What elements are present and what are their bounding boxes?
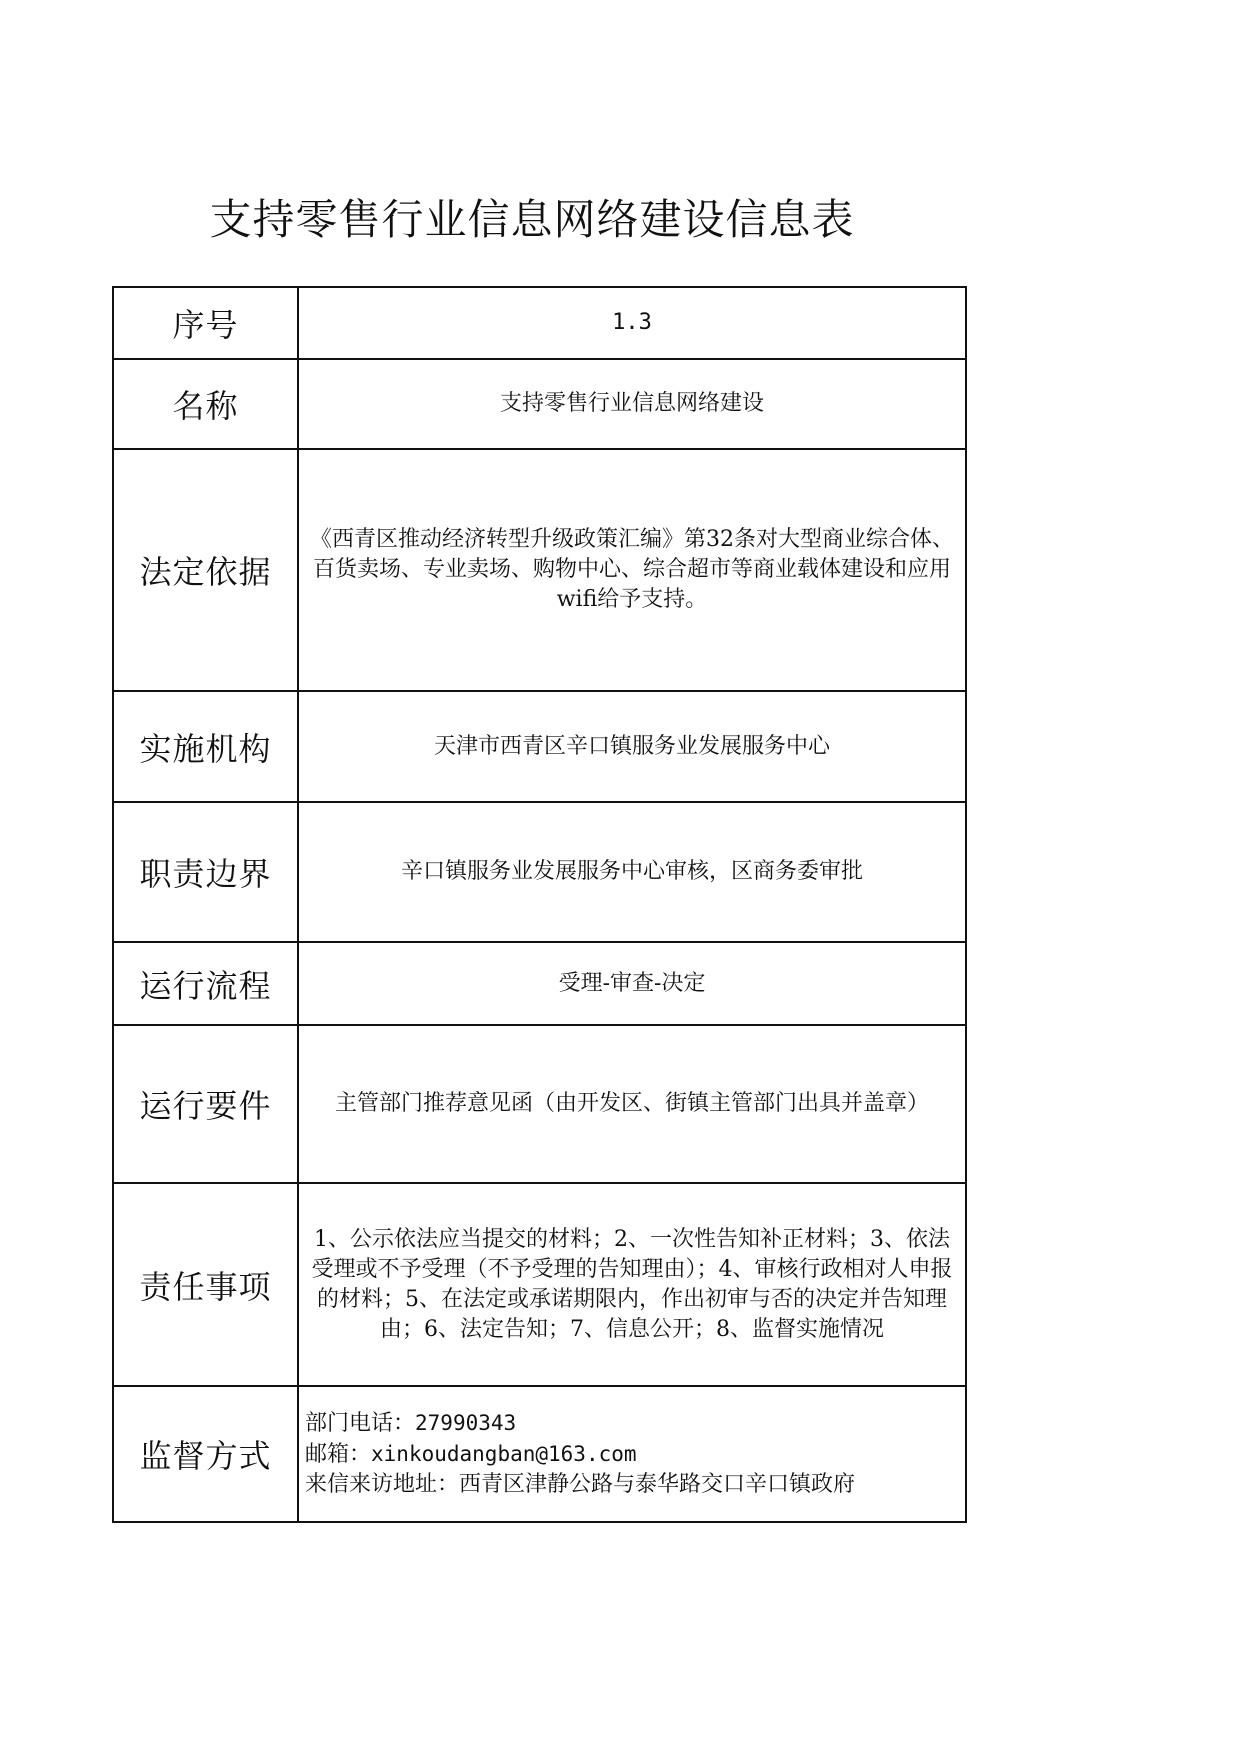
legal-basis-value: 《西青区推动经济转型升级政策汇编》第32条对大型商业综合体、百货卖场、专业卖场、购物中心、综合超市等商业载体建设和应用wifi给予支持。	[298, 449, 966, 691]
duties-value: 1、公示依法应当提交的材料；2、一次性告知补正材料；3、依法受理或不予受理（不予受理的告知理由）；4、审核行政相对人申报的材料；5、在法定或承诺期限内，作出初审与否的决定并告知理由；6、法定告知；7、信息公开；8、监督实施情况	[298, 1183, 966, 1386]
supervision-phone-line	[305, 1408, 959, 1439]
name-value: 支持零售行业信息网络建设	[298, 359, 966, 449]
table-row-duties	[113, 1183, 966, 1386]
table-row-supervision	[113, 1386, 966, 1522]
requirements-value: 主管部门推荐意见函（由开发区、街镇主管部门出具并盖章）	[298, 1025, 966, 1183]
table-row-responsibility-boundary	[113, 802, 966, 942]
legal-basis-label: 法定依据	[113, 449, 298, 691]
agency-label: 实施机构	[113, 691, 298, 802]
requirements-label: 运行要件	[113, 1025, 298, 1183]
table-row-name	[113, 359, 966, 449]
supervision-address-line	[305, 1470, 959, 1500]
email-label: 邮箱：	[305, 1442, 372, 1467]
table-row-serial	[113, 287, 966, 359]
table-row-legal-basis	[113, 449, 966, 691]
address-text: 西青区津静公路与泰华路交口辛口镇政府	[459, 1472, 856, 1497]
process-value: 受理-审查-决定	[298, 942, 966, 1025]
responsibility-boundary-value: 辛口镇服务业发展服务中心审核，区商务委审批	[298, 802, 966, 942]
phone-label: 部门电话：	[305, 1411, 416, 1436]
serial-value: 1.3	[298, 287, 966, 359]
supervision-email-line	[305, 1439, 959, 1470]
info-table	[112, 286, 967, 1523]
email-address: xinkoudangban@163.com	[371, 1442, 637, 1466]
page-title: 支持零售行业信息网络建设信息表	[209, 195, 855, 244]
agency-value: 天津市西青区辛口镇服务业发展服务中心	[298, 691, 966, 802]
name-label: 名称	[113, 359, 298, 449]
table-row-agency	[113, 691, 966, 802]
table-row-requirements	[113, 1025, 966, 1183]
serial-label: 序号	[113, 287, 298, 359]
address-label: 来信来访地址：	[305, 1472, 460, 1497]
phone-number: 27990343	[415, 1411, 517, 1435]
duties-label: 责任事项	[113, 1183, 298, 1386]
supervision-label: 监督方式	[113, 1386, 298, 1522]
supervision-value	[298, 1386, 966, 1522]
process-label: 运行流程	[113, 942, 298, 1025]
responsibility-boundary-label: 职责边界	[113, 802, 298, 942]
table-row-process	[113, 942, 966, 1025]
